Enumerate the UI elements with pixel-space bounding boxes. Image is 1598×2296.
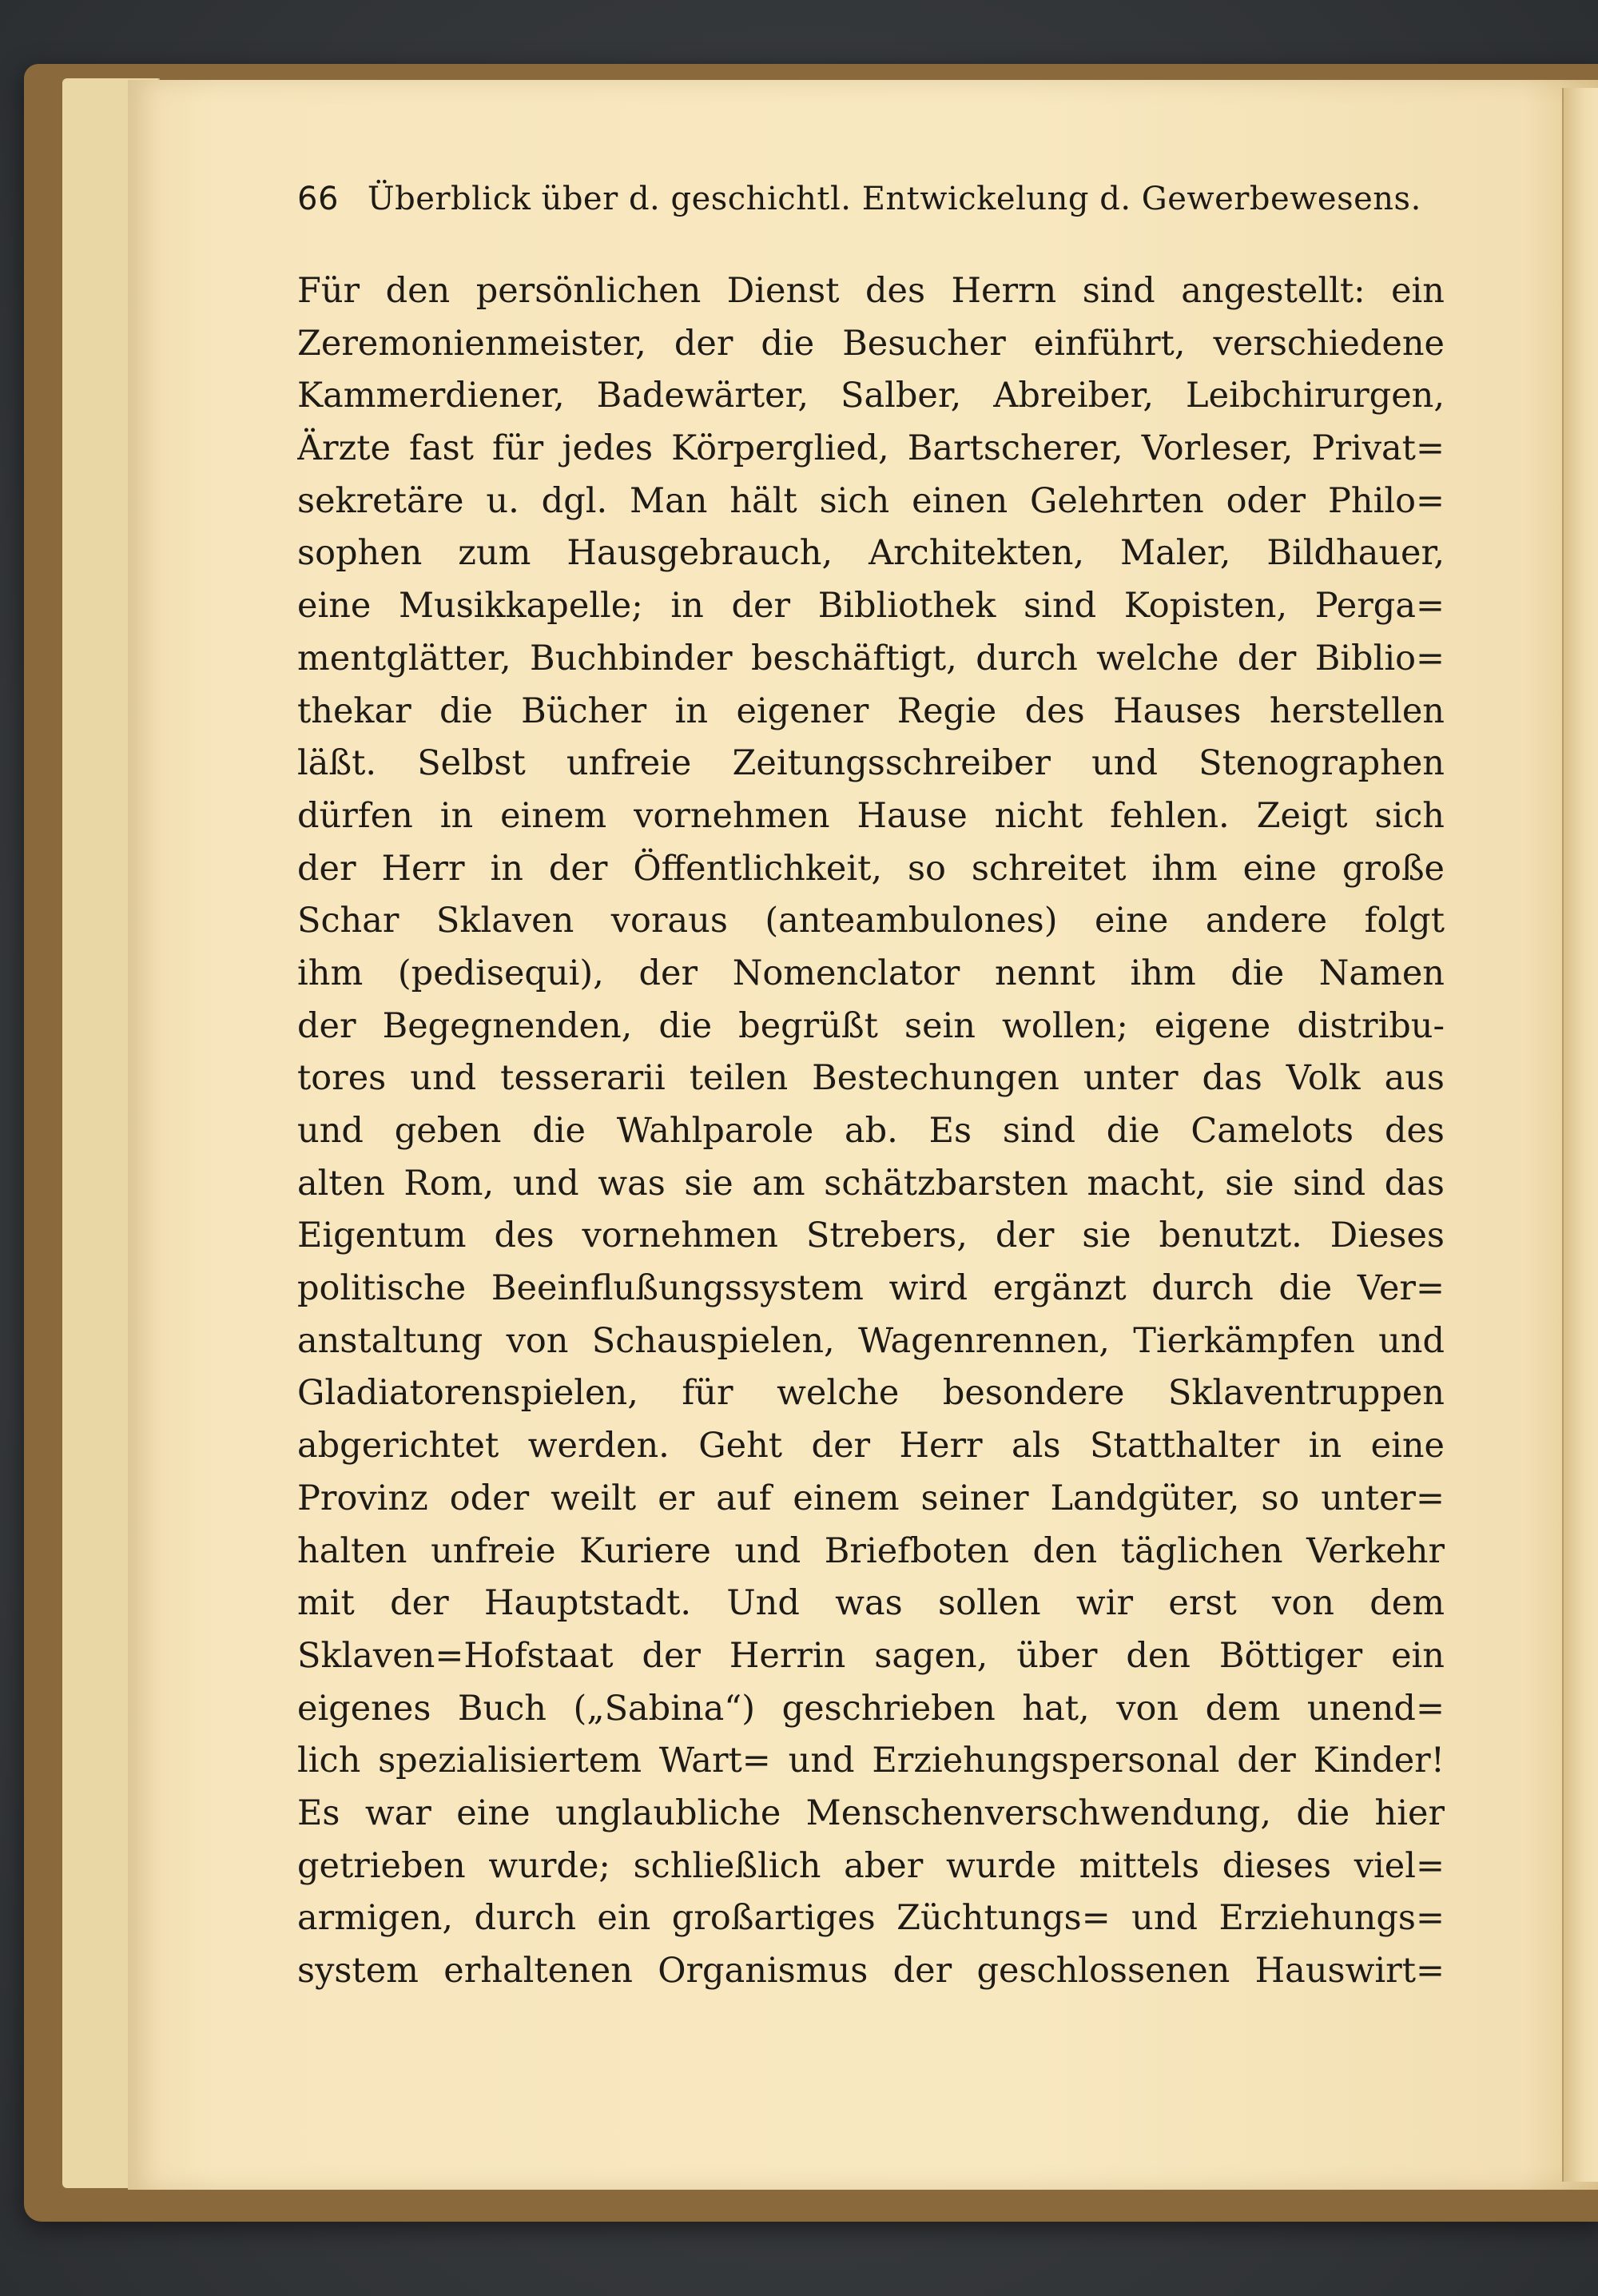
facing-page-edge [1562,88,1598,2182]
text-line: Eigentum des vornehmen Strebers, der sie benutzt. Dieses [297,1216,1445,1256]
text-line: halten unfreie Kuriere und Briefboten den täglichen Verkehr [297,1530,1445,1571]
text-line: thekar die Bücher in eigener Regie des Hauses herstellen [297,690,1445,731]
body-text [297,265,1445,1998]
text-line: ihm (pedisequi), der Nomenclator nennt ihm die Namen [297,953,1445,993]
text-line: läßt. Selbst unfreie Zeitungsschreiber und Stenographen [297,743,1445,784]
text-line: Schar Sklaven voraus (anteambulones) eine andere folgt [297,901,1445,941]
text-line: der Begegnenden, die begrüßt sein wollen; eigene distribu- [297,1005,1445,1046]
text-line: tores und tesserarii teilen Bestechungen unter das Volk aus [297,1058,1445,1099]
text-line: dürfen in einem vornehmen Hause nicht fehlen. Zeigt sich [297,795,1445,836]
text-line: Für den persönlichen Dienst des Herrn sind angestellt: ein [297,271,1445,311]
text-line: und geben die Wahlparole ab. Es sind die Camelots des [297,1111,1445,1151]
text-line: sekretäre u. dgl. Man hält sich einen Gelehrten oder Philo= [297,480,1445,521]
text-line: anstaltung von Schauspielen, Wagenrennen, Tierkämpfen und [297,1320,1445,1361]
text-line: abgerichtet werden. Geht der Herr als Statthalter in eine [297,1426,1445,1466]
text-line: getrieben wurde; schließlich aber wurde mittels dieses viel= [297,1845,1445,1886]
text-line: armigen, durch ein großartiges Züchtungs= und Erziehungs= [297,1898,1445,1939]
text-line: Zeremonienmeister, der die Besucher einführt, verschiedene [297,323,1445,364]
text-line: mit der Hauptstadt. Und was sollen wir erst von dem [297,1583,1445,1624]
text-line: lich spezialisiertem Wart= und Erziehungspersonal der Kinder! [297,1741,1445,1781]
text-line: Gladiatorenspielen, für welche besondere Sklaventruppen [297,1373,1445,1414]
text-line: sophen zum Hausgebrauch, Architekten, Maler, Bildhauer, [297,533,1445,574]
text-line: mentglätter, Buchbinder beschäftigt, durch welche der Biblio= [297,638,1445,678]
text-line: eigenes Buch („Sabina“) geschrieben hat, von dem unend= [297,1688,1445,1729]
text-line: Provinz oder weilt er auf einem seiner Landgüter, so unter= [297,1478,1445,1518]
text-line: Sklaven=Hofstaat der Herrin sagen, über den Böttiger ein [297,1635,1445,1676]
text-line: system erhaltenen Organismus der geschlossenen Hauswirt= [297,1951,1445,1991]
text-line: Ärzte fast für jedes Körperglied, Bartscherer, Vorleser, Privat= [297,428,1445,469]
page-header [297,181,1424,237]
text-line: Kammerdiener, Badewärter, Salber, Abreiber, Leibchirurgen, [297,376,1445,416]
page-number: 66 [297,181,339,217]
text-line: politische Beeinflußungssystem wird ergänzt durch die Ver= [297,1268,1445,1309]
running-title: Überblick über d. geschichtl. Entwickelung d. Gewerbewesens. [367,181,1421,217]
text-line: alten Rom, und was sie am schätzbarsten macht, sie sind das [297,1163,1445,1204]
text-line: eine Musikkapelle; in der Bibliothek sind Kopisten, Perga= [297,586,1445,627]
text-line: der Herr in der Öffentlichkeit, so schreitet ihm eine große [297,848,1445,889]
text-line: Es war eine unglaubliche Menschenverschwendung, die hier [297,1793,1445,1833]
